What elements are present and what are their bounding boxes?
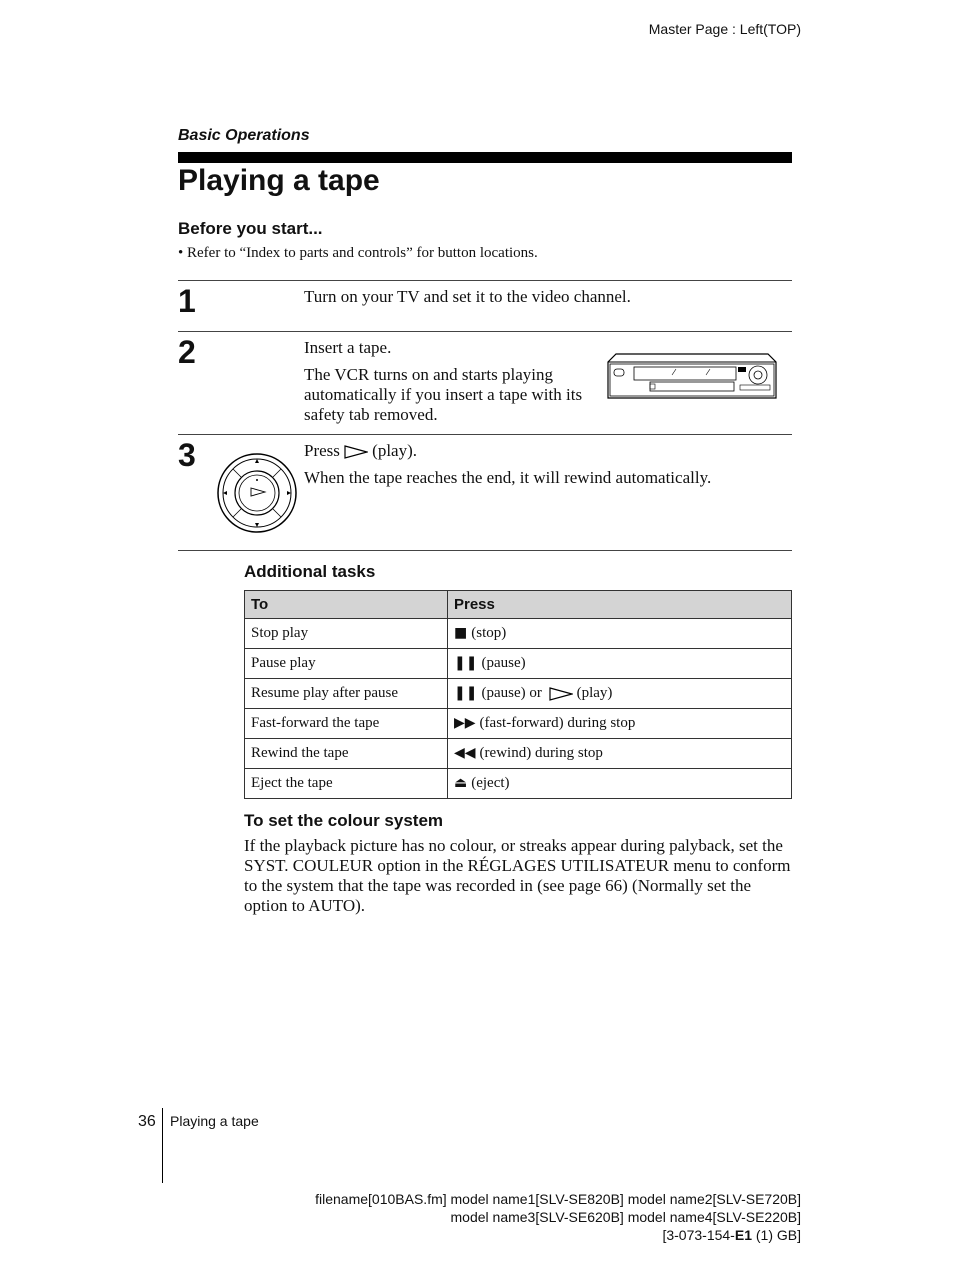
table-header-row <box>245 591 792 619</box>
additional-tasks-heading: Additional tasks <box>244 562 376 581</box>
footer-title: Playing a tape <box>170 1113 259 1129</box>
step-2-line-2: The VCR turns on and starts playing automatically if you insert a tape with its safety tab removed. <box>304 365 583 424</box>
press-cell: ❚❚ (pause) <box>448 649 792 679</box>
colour-system-heading: To set the colour system <box>244 811 444 830</box>
pause-icon: ❚❚ <box>454 655 478 671</box>
footer-file-info <box>315 1190 801 1244</box>
before-heading: Before you start... <box>178 219 323 238</box>
page-number: 36 <box>138 1113 156 1130</box>
master-page-label: Master Page : Left(TOP) <box>648 21 801 37</box>
table-row <box>245 709 792 739</box>
task-cell: Rewind the tape <box>245 739 448 769</box>
task-cell: Eject the tape <box>245 769 448 799</box>
step-divider <box>178 280 792 281</box>
colour-system-body: If the playback picture has no colour, or streaks appear during palyback, set the SYST. COULEUR option in the RÉGLAGES UTILISATEUR menu to conform to the system that the tape was recorded in (see page 66) (Normally set the option to AUTO). <box>244 836 791 915</box>
step-number-3: 3 <box>178 437 196 473</box>
column-header-to: To <box>245 591 448 619</box>
title-rule <box>178 152 792 163</box>
step-number-2: 2 <box>178 334 196 370</box>
table-row <box>245 679 792 709</box>
step-divider <box>178 550 792 551</box>
play-icon <box>344 445 368 459</box>
fast-forward-icon: ▶▶ <box>454 715 476 731</box>
task-cell: Stop play <box>245 619 448 649</box>
press-cell: ■ (stop) <box>448 619 792 649</box>
table-row <box>245 769 792 799</box>
step-1-text: Turn on your TV and set it to the video channel. <box>304 287 631 306</box>
table-row <box>245 649 792 679</box>
task-cell: Resume play after pause <box>245 679 448 709</box>
step-divider <box>178 434 792 435</box>
step-number-1: 1 <box>178 283 196 319</box>
press-cell: ⏏ (eject) <box>448 769 792 799</box>
task-cell: Pause play <box>245 649 448 679</box>
pause-icon: ❚❚ <box>454 685 478 701</box>
before-bullet: • Refer to “Index to parts and controls” for button locations. <box>178 245 538 261</box>
play-icon <box>549 687 573 701</box>
press-cell: ▶▶ (fast-forward) during stop <box>448 709 792 739</box>
task-cell: Fast-forward the tape <box>245 709 448 739</box>
step-2-line-1: Insert a tape. <box>304 338 392 357</box>
column-header-press: Press <box>448 591 792 619</box>
step-divider <box>178 331 792 332</box>
rewind-icon: ◀◀ <box>454 745 476 761</box>
footer-line-1: filename[010BAS.fm] model name1[SLV-SE820B] model name2[SLV-SE720B] <box>315 1191 801 1207</box>
footer-line-3: [3-073-154-E1 (1) GB] <box>662 1227 801 1243</box>
stop-icon: ■ <box>454 625 468 641</box>
press-cell: ◀◀ (rewind) during stop <box>448 739 792 769</box>
step-3-line-2: When the tape reaches the end, it will rewind automatically. <box>304 468 712 487</box>
section-label: Basic Operations <box>178 127 310 144</box>
press-cell: ❚❚ (pause) or (play) <box>448 679 792 709</box>
footer-line-2: model name3[SLV-SE620B] model name4[SLV-SE220B] <box>450 1209 801 1225</box>
control-dial-icon <box>216 452 298 534</box>
vcr-illustration-icon <box>606 352 778 402</box>
table-row <box>245 739 792 769</box>
table-row <box>245 619 792 649</box>
step-3-line-1: Press (play). <box>304 441 417 460</box>
eject-icon: ⏏ <box>454 775 468 791</box>
additional-tasks-table <box>244 590 792 799</box>
page-title: Playing a tape <box>178 164 380 197</box>
footer-divider <box>162 1108 163 1183</box>
